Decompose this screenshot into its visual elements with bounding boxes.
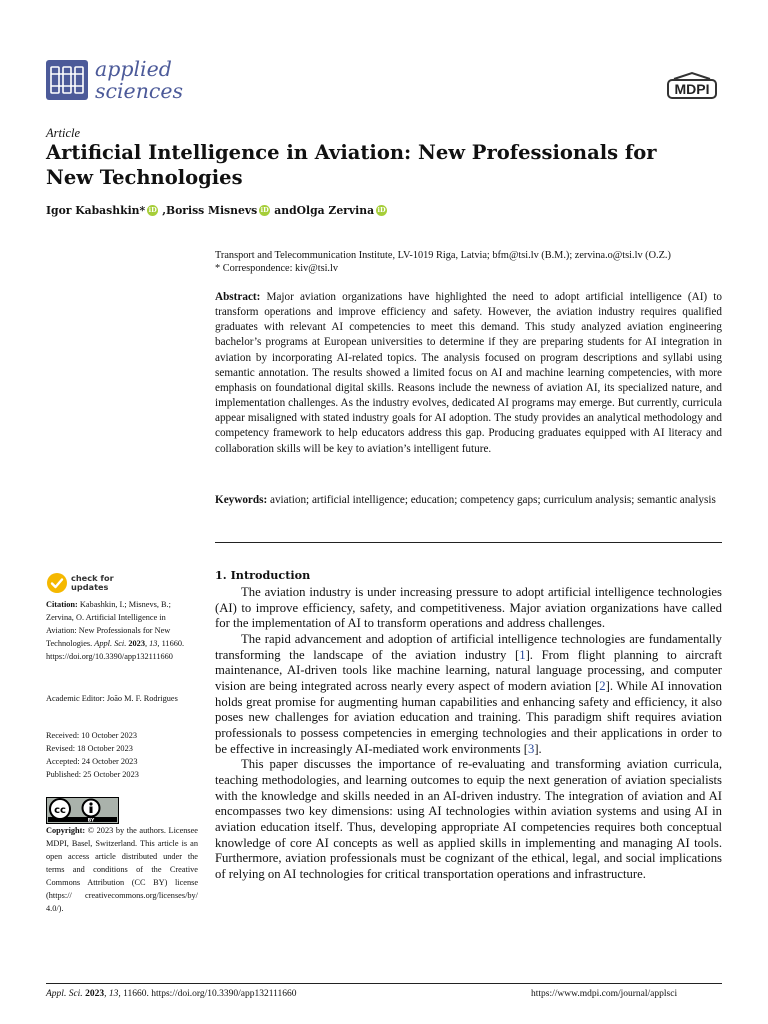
author-name[interactable]: Boriss Misnevs (165, 204, 258, 217)
journal-logo-icon (46, 60, 88, 100)
divider (215, 542, 722, 543)
citation-text: Kabashkin, I.; Misnevs, B.; Zervina, O. Artificial Intelligence in Aviation: New Professionals for New Technologies. (46, 600, 171, 648)
author-name[interactable]: Olga Zervina (296, 204, 375, 217)
corresponding-marker: * (139, 204, 146, 217)
journal-name-line1: applied (95, 57, 172, 81)
footer-divider (46, 983, 722, 984)
journal-logo[interactable] (46, 58, 183, 102)
check-updates-line1: check for (71, 573, 114, 583)
paragraph-text: ]. While AI innovation holds great promise for augmenting human capabilities and enhancing safety and efficiency, it also poses new challenges for aviation education and training. This paradigm shift requires aviation professionals to possess competencies in emerging technologies and their applications in order to be effective in increasingly AI-mediated work environments [ (215, 678, 722, 756)
reference-link[interactable]: 1 (519, 647, 526, 662)
date-received: Received: 10 October 2023 (46, 731, 138, 740)
mdpi-logo[interactable] (666, 71, 718, 101)
section-heading: 1. Introduction (215, 568, 311, 582)
check-updates-button[interactable] (46, 572, 114, 594)
journal-name-line2: sciences (95, 79, 184, 103)
footer-citation (46, 989, 297, 999)
abstract (215, 290, 722, 457)
copyright-text: © 2023 by the authors. Licensee MDPI, Basel, Switzerland. This article is an open access article distributed under the terms and conditions of the Creative Commons Attribution (CC BY) license (https:// creativecommons.org/licenses/by/ 4.0/). (46, 826, 198, 913)
mdpi-logo-text: MDPI (674, 81, 710, 97)
publication-dates (46, 729, 198, 781)
footer-volume: , 13, (104, 989, 121, 999)
cc-by-icon[interactable] (46, 797, 119, 824)
footer-journal-url[interactable]: https://www.mdpi.com/journal/applsci (531, 989, 678, 999)
cc-by-label: BY (87, 818, 95, 824)
body-text (215, 585, 722, 882)
orcid-icon[interactable]: iD (260, 206, 269, 214)
paragraph-text: ]. (534, 741, 542, 756)
check-updates-icon (46, 572, 68, 594)
footer-doi[interactable]: 11660. https://doi.org/10.3390/app132111660 (120, 989, 297, 999)
article-title: Artificial Intelligence in Aviation: New Professionals for New Technologies (46, 141, 657, 189)
reference-link[interactable]: 2 (599, 678, 606, 693)
author-list (46, 204, 391, 217)
orcid-icon[interactable]: iD (377, 206, 386, 214)
abstract-text: Major aviation organizations have highlighted the need to adopt artificial intelligence (AI) to transform operations and improve efficiency and safety. However, the aviation industry requires qualified graduates with relevant AI competencies to meet this demand. This study analyzed aviation engineering bachelor’s programs at European universities to determine if they are preparing students for AI integration in aviation by incorporating AI-related topics. The analysis focused on program descriptions and syllabi using semantic annotation. The results showed a limited focus on AI and machine learning competencies, with more emphasis on foundational digital skills. Reasons include the newness of aviation AI, its specialized nature, and implementation challenges. As the industry evolves, dedicated AI programs may emerge. But currently, curricula appear misaligned with stated industry goals for AI adoption. The study provides an analytical methodology and competency framework to help educators address this gap. Producing graduates equipped with AI literacy and collaboration skills will be key to aviation’s intelligent future. (215, 291, 722, 455)
copyright (46, 824, 198, 915)
citation-year: 2023 (126, 639, 145, 648)
citation (46, 598, 198, 663)
paragraph (215, 632, 722, 757)
article-type: Article (46, 126, 81, 140)
citation-volume: , 13, (144, 639, 160, 648)
author-name[interactable]: Igor Kabashkin (46, 204, 140, 217)
paragraph: This paper discusses the importance of re-evaluating and transforming aviation curricula, teaching methodologies, and learning outcomes to equip the next generation of aviation specialists with the knowledge and skills needed in an AI-driven industry. The integration of aviation and AI encompasses two key dimensions: using AI technologies within aviation systems and using AI in aviation education itself. Thus, developing appropriate AI competencies requires both conceptual knowledge of core AI concepts as well as applied skills in implementing and managing AI tools. Furthermore, aviation professionals must be cognizant of the ethical, legal, and social implications of relying on AI technologies for critical transportation operations and infrastructure. (215, 757, 722, 881)
footer-journal: Appl. Sci. (46, 989, 83, 999)
keywords (215, 493, 722, 508)
check-updates-label (71, 574, 114, 592)
correspondence: * Correspondence: kiv@tsi.lv (215, 263, 339, 274)
footer-year: 2023 (82, 989, 105, 999)
author-separator: and (274, 204, 297, 217)
citation-label: Citation: (46, 600, 78, 609)
academic-editor: Academic Editor: João M. F. Rodrigues (46, 694, 178, 703)
check-updates-line2: updates (71, 582, 109, 592)
abstract-label: Abstract: (215, 291, 261, 303)
date-accepted: Accepted: 24 October 2023 (46, 757, 138, 766)
orcid-icon[interactable]: iD (148, 206, 157, 214)
paragraph-text: ]. From flight planning to aircraft maintenance, AI-driven tools like machine learning, natural language processing, and computer vision are being integrated across nearly every aspect of modern aviation [ (215, 647, 722, 693)
reference-link[interactable]: 3 (527, 741, 535, 756)
paragraph-text: The rapid advancement and adoption of artificial intelligence technologies are fundamentally transforming the landscape of the aviation industry [ (215, 631, 722, 662)
date-published: Published: 25 October 2023 (46, 770, 139, 779)
affiliation: Transport and Telecommunication Institute, LV-1019 Riga, Latvia; bfm@tsi.lv (B.M.); zervina.o@tsi.lv (O.Z.) (215, 250, 671, 261)
journal-name (95, 58, 183, 102)
svg-text:cc: cc (54, 805, 66, 816)
copyright-label: Copyright: (46, 826, 86, 835)
keywords-label: Keywords: (215, 494, 268, 506)
date-revised: Revised: 18 October 2023 (46, 744, 133, 753)
citation-journal: Appl. Sci. (94, 639, 127, 648)
paragraph: The aviation industry is under increasing pressure to adopt artificial intelligence technologies (AI) to improve efficiency, safety, and competitiveness. Major aviation organizations have called for the implementation of AI to transform operations and address challenges. (215, 585, 722, 631)
keywords-text: aviation; artificial intelligence; education; competency gaps; curriculum analysis; semantic analysis (267, 494, 716, 506)
author-separator: , (162, 204, 166, 217)
citation-doi[interactable]: 11660. https://doi.org/10.3390/app132111660 (46, 639, 185, 661)
